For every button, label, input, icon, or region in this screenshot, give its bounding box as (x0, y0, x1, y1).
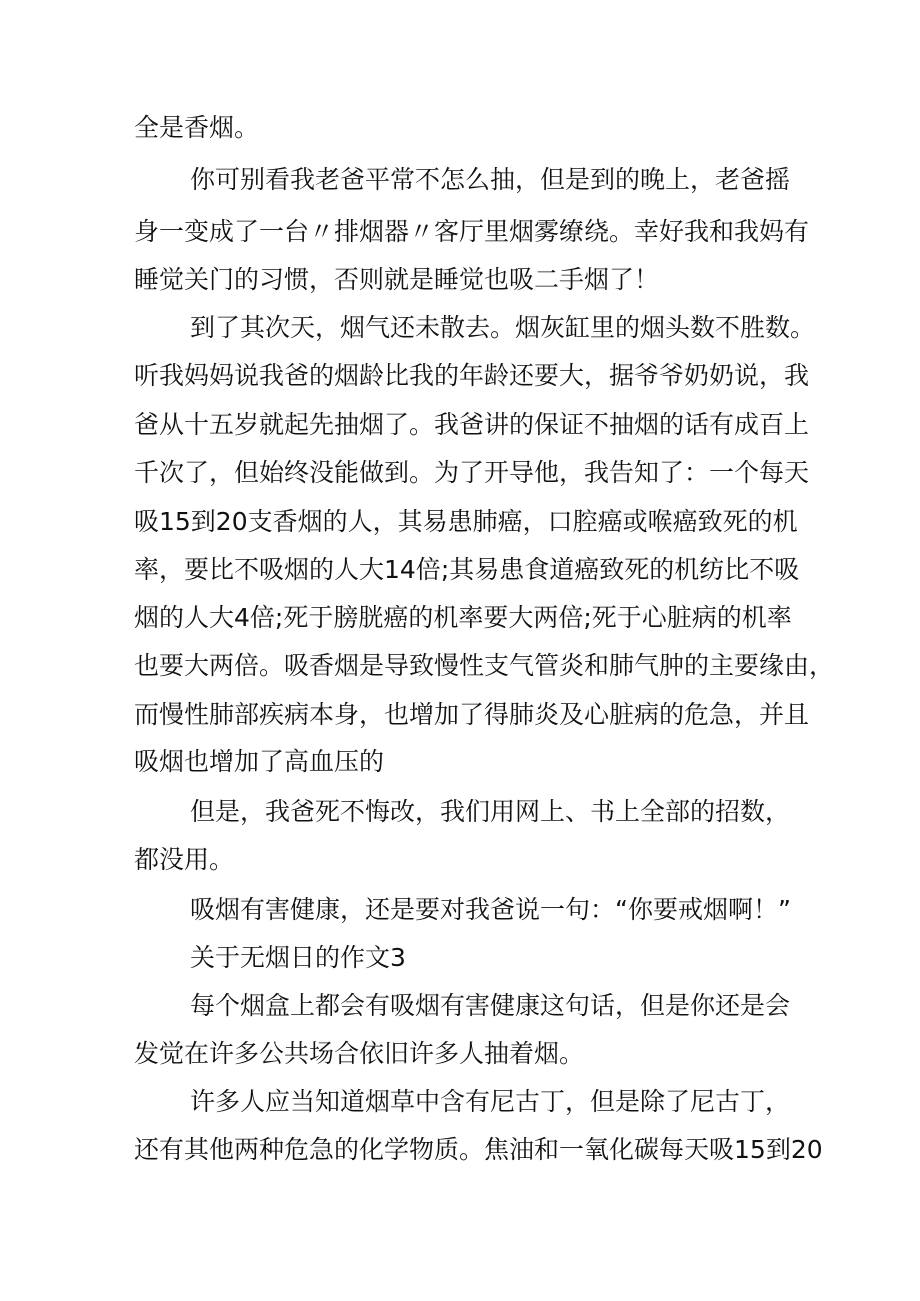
text-line: 发觉在许多公共场合依旧许多人抽着烟。 (134, 1039, 585, 1068)
paragraph-start-line: 每个烟盒上都会有吸烟有害健康这句话，但是你还是会 (190, 991, 791, 1020)
paragraph-start-line: 但是，我爸死不悔改，我们用网上、书上全部的招数， (190, 797, 791, 826)
text-line: 爸从十五岁就起先抽烟了。我爸讲的保证不抽烟的话有成百上 (134, 410, 810, 439)
text-line: 率，要比不吸烟的人大14倍;其易患食道癌致死的机纺比不吸 (134, 555, 800, 584)
text-line: 还有其他两种危急的化学物质。焦油和一氧化碳每天吸15到20 (134, 1135, 823, 1164)
text-line: 身一变成了一台〃排烟器〃客厅里烟雾缭绕。幸好我和我妈有 (134, 217, 810, 246)
text-line: 睡觉关门的习惯，否则就是睡觉也吸二手烟了！ (134, 265, 660, 294)
paragraph-start-line: 到了其次天，烟气还未散去。烟灰缸里的烟头数不胜数。 (190, 313, 816, 342)
text-line: 听我妈妈说我爸的烟龄比我的年龄还要大，据爷爷奶奶说，我 (134, 361, 810, 390)
text-line: 而慢性肺部疾病本身，也增加了得肺炎及心脏病的危急，并且 (134, 700, 810, 729)
paragraph-start-line: 许多人应当知道烟草中含有尼古丁，但是除了尼古丁， (190, 1087, 791, 1116)
text-line: 吸烟也增加了高血压的 (134, 747, 385, 776)
text-line: 全是香烟。 (134, 113, 260, 142)
section-heading: 关于无烟日的作文3 (190, 943, 406, 972)
paragraph-start-line: 吸烟有害健康，还是要对我爸说一句：“你要戒烟啊！” (190, 895, 791, 924)
text-line: 都没用。 (134, 845, 235, 874)
text-line: 也要大两倍。吸香烟是导致慢性支气管炎和肺气肿的主要缘由， (134, 651, 835, 680)
text-line: 千次了，但始终没能做到。为了开导他，我告知了：一个每天 (134, 458, 810, 487)
text-line: 吸15到20支香烟的人，其易患肺癌，口腔癌或喉癌致死的机 (134, 507, 798, 536)
text-line: 烟的人大4倍;死于膀胱癌的机率要大两倍;死于心脏病的机率 (134, 603, 792, 632)
paragraph-start-line: 你可别看我老爸平常不怎么抽，但是到的晚上，老爸摇 (190, 165, 791, 194)
